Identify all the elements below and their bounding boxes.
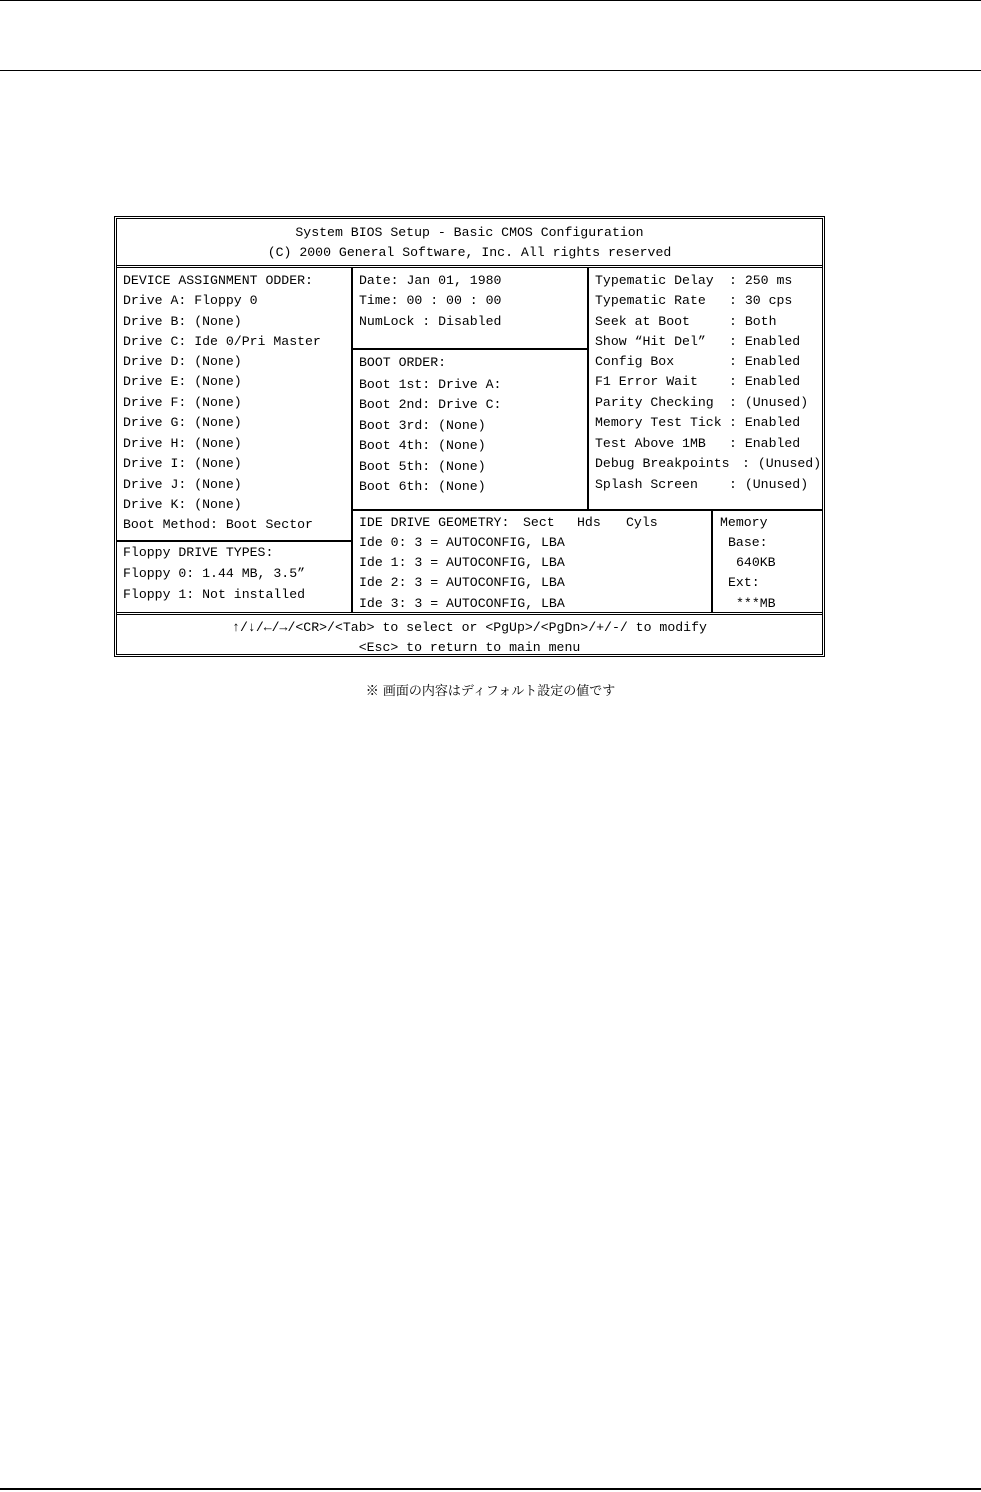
- typematic-delay-label: Typematic Delay: [595, 273, 714, 288]
- typematic-rate-value[interactable]: : 30 cps: [729, 293, 793, 308]
- splash-screen-value[interactable]: : (Unused): [729, 477, 809, 492]
- drive-g-setting[interactable]: Drive G: (None): [123, 415, 242, 430]
- footer-divider: [117, 612, 822, 615]
- col-divider-middle: [587, 268, 589, 510]
- seek-at-boot-value[interactable]: : Both: [729, 314, 777, 329]
- col-divider-left: [351, 268, 353, 613]
- f1-error-wait-label: F1 Error Wait: [595, 374, 698, 389]
- drive-k-setting[interactable]: Drive K: (None): [123, 497, 242, 512]
- parity-checking-label: Parity Checking: [595, 395, 714, 410]
- memory-ext-value: ***MB: [736, 596, 776, 611]
- ide-2-setting[interactable]: Ide 2: 3 = AUTOCONFIG, LBA: [359, 575, 565, 590]
- drive-f-setting[interactable]: Drive F: (None): [123, 395, 242, 410]
- header-divider: [117, 265, 822, 268]
- drive-i-setting[interactable]: Drive I: (None): [123, 456, 242, 471]
- numlock-setting[interactable]: NumLock : Disabled: [359, 314, 502, 329]
- f1-error-wait-value[interactable]: : Enabled: [729, 374, 801, 389]
- memory-ext-label: Ext:: [728, 575, 760, 590]
- floppy-1-setting[interactable]: Floppy 1: Not installed: [123, 587, 306, 602]
- boot-2nd-setting[interactable]: Boot 2nd: Drive C:: [359, 397, 502, 412]
- memory-test-tick-label: Memory Test Tick: [595, 415, 722, 430]
- boot-6th-setting[interactable]: Boot 6th: (None): [359, 479, 486, 494]
- bios-copyright: (C) 2000 General Software, Inc. All rights reserved: [267, 245, 672, 260]
- col-divider-memory: [711, 510, 713, 613]
- ide-1-setting[interactable]: Ide 1: 3 = AUTOCONFIG, LBA: [359, 555, 565, 570]
- drive-j-setting[interactable]: Drive J: (None): [123, 477, 242, 492]
- typematic-rate-label: Typematic Rate: [595, 293, 706, 308]
- boot-1st-setting[interactable]: Boot 1st: Drive A:: [359, 377, 502, 392]
- date-setting[interactable]: Date: Jan 01, 1980: [359, 273, 502, 288]
- floppy-types-heading: Floppy DRIVE TYPES:: [123, 545, 274, 560]
- show-hit-del-label: Show “Hit Del”: [595, 334, 706, 349]
- drive-e-setting[interactable]: Drive E: (None): [123, 374, 242, 389]
- footer-help-line1: ↑/↓/←/→/<CR>/<Tab> to select or <PgUp>/<PgDn>/+/-/ to modify: [232, 620, 707, 635]
- test-above-1mb-value[interactable]: : Enabled: [729, 436, 801, 451]
- parity-checking-value[interactable]: : (Unused): [729, 395, 809, 410]
- ide-geometry-heading: IDE DRIVE GEOMETRY:: [359, 515, 510, 530]
- drive-d-setting[interactable]: Drive D: (None): [123, 354, 242, 369]
- boot-4th-setting[interactable]: Boot 4th: (None): [359, 438, 486, 453]
- seek-at-boot-label: Seek at Boot: [595, 314, 690, 329]
- show-hit-del-value[interactable]: : Enabled: [729, 334, 801, 349]
- memory-base-value: 640KB: [736, 555, 776, 570]
- floppy-0-setting[interactable]: Floppy 0: 1.44 MB, 3.5”: [123, 566, 306, 581]
- memory-heading: Memory: [720, 515, 768, 530]
- test-above-1mb-label: Test Above 1MB: [595, 436, 706, 451]
- bios-title: System BIOS Setup - Basic CMOS Configuration: [295, 225, 644, 240]
- splash-screen-label: Splash Screen: [595, 477, 698, 492]
- memory-base-label: Base:: [728, 535, 768, 550]
- boot-3rd-setting[interactable]: Boot 3rd: (None): [359, 418, 486, 433]
- ide-0-setting[interactable]: Ide 0: 3 = AUTOCONFIG, LBA: [359, 535, 565, 550]
- bios-setup-screen: [114, 216, 825, 657]
- drive-a-setting[interactable]: Drive A: Floppy 0: [123, 293, 258, 308]
- default-settings-note: ※ 画面の内容はディフォルト設定の値です: [365, 684, 616, 699]
- header-rule: [0, 70, 981, 71]
- config-box-label: Config Box: [595, 354, 675, 369]
- memory-test-tick-value[interactable]: : Enabled: [729, 415, 801, 430]
- ide-3-setting[interactable]: Ide 3: 3 = AUTOCONFIG, LBA: [359, 596, 565, 611]
- boot-order-heading: BOOT ORDER:: [359, 355, 447, 370]
- ide-col-sect: Sect: [523, 515, 555, 530]
- bottom-rule: [0, 1488, 981, 1490]
- drive-c-setting[interactable]: Drive C: Ide 0/Pri Master: [123, 334, 321, 349]
- floppy-divider: [117, 540, 351, 542]
- ide-col-cyls: Cyls: [626, 515, 658, 530]
- boot-method-setting[interactable]: Boot Method: Boot Sector: [123, 517, 313, 532]
- boot-5th-setting[interactable]: Boot 5th: (None): [359, 459, 486, 474]
- debug-breakpoints-value[interactable]: : (Unused): [742, 456, 822, 471]
- config-box-value[interactable]: : Enabled: [729, 354, 801, 369]
- ide-col-hds: Hds: [577, 515, 601, 530]
- ide-divider: [353, 509, 822, 511]
- drive-b-setting[interactable]: Drive B: (None): [123, 314, 242, 329]
- typematic-delay-value[interactable]: : 250 ms: [729, 273, 793, 288]
- debug-breakpoints-label: Debug Breakpoints: [595, 456, 730, 471]
- top-rule: [0, 0, 981, 1]
- drive-h-setting[interactable]: Drive H: (None): [123, 436, 242, 451]
- time-setting[interactable]: Time: 00 : 00 : 00: [359, 293, 502, 308]
- footer-help-line2: <Esc> to return to main menu: [358, 640, 581, 655]
- datetime-divider: [353, 348, 587, 350]
- device-assignment-heading: DEVICE ASSIGNMENT ODDER:: [123, 273, 313, 288]
